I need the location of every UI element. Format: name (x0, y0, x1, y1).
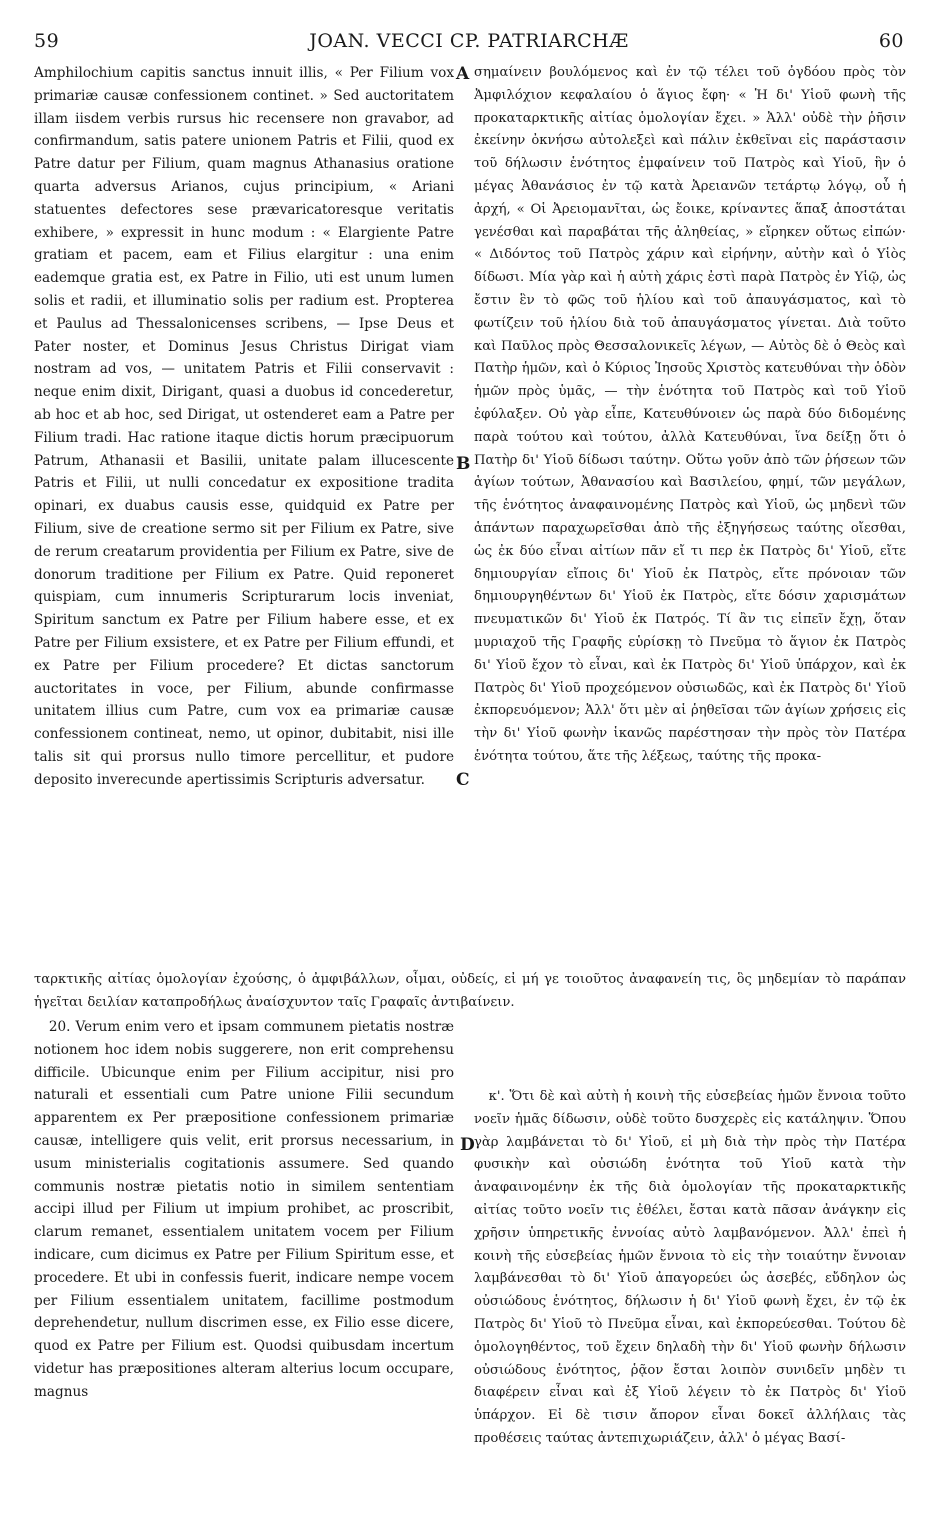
greek-paragraph-top: σημαίνειν βουλόμενος καὶ ἐν τῷ τέλει τοῦ ὀγδόου πρὸς τὸν Ἀμφιλόχιον κεφαλαίου ὁ ἅγιος ἔφη· « Ἡ δι' Υἱοῦ φωνὴ τῆς προκαταρκτικῆς αἰτίας ὁμολογίαν ἔχει. » Ἀλλ' οὐδὲ τὴν ῥῆσιν ἐκείνην ὀκνήσω αὐτολεξεὶ καὶ πάλιν ἐκθεῖναι εἰς παράστασιν τοῦ δήλωσιν ἑνότητος ἐμφαίνειν τοῦ Πατρὸς καὶ Υἱοῦ, ἣν ὁ μέγας Ἀθανάσιος ἐν τῷ κατὰ Ἀρειανῶν τετάρτῳ λόγῳ, οὗ ἡ ἀρχή, « Οἱ Ἀρειομανῖται, ὡς ἔοικε, κρίναντες ἅπαξ ἀποστάται γενέσθαι καὶ παραβάται τῆς ἀληθείας, » εἴρηκεν οὕτως εἰπών· « Διδόντος τοῦ Πατρὸς χάριν καὶ εἰρήνην, αὐτὴν καὶ ὁ Υἱὸς δίδωσι. Μία γὰρ καὶ ἡ αὐτὴ χάρις ἐστὶ παρὰ Πατρὸς ἐν Υἱῷ, ὡς ἔστιν ἓν τὸ φῶς τοῦ ἡλίου καὶ τοῦ ἀπαυγάσματος, καὶ τὸ φωτίζειν τοῦ ἡλίου διὰ τοῦ ἀπαυγάσματος γίνεται. Διὰ τοῦτο καὶ Παῦλος πρὸς Θεσσαλονικεῖς λέγων, — Αὐτὸς δὲ ὁ Θεὸς καὶ Πατὴρ ἡμῶν, καὶ ὁ Κύριος Ἰησοῦς Χριστὸς κατευθύναι τὴν ὁδὸν ἡμῶν πρὸς ὑμᾶς, — τὴν ἑνότητα τοῦ Πατρὸς καὶ τοῦ Υἱοῦ ἐφύλαξεν. Οὐ γὰρ εἶπε, Κατευθύνοιεν ὡς παρὰ δύο διδομένης παρὰ τούτου καὶ τούτου, ἀλλὰ Κατευθύναι, ἵνα δείξῃ ὅτι ὁ Πατὴρ δι' Υἱοῦ δίδωσι ταύτην. Οὕτω γοῦν ἀπὸ τῶν ῥήσεων τῶν ἁγίων τούτων, Ἀθανασίου καὶ Βασιλείου, φημί, τῶν μεγάλων, τῆς ἑνότητος ἀναφαινομένης Πατρὸς καὶ Υἱοῦ, ὡς μηδενὶ τῶν ἁπάντων παραχωρεῖσθαι ἀπὸ τῆς ἐξηγήσεως ταύτης οἴεσθαι, ὡς ἐκ δύο εἶναι αἰτίων πᾶν εἴ τι περ ἐκ Πατρὸς δι' Υἱοῦ, εἴτε δημιουργίαν εἴποις δι' Υἱοῦ ἐκ Πατρὸς, εἴτε πρόνοιαν τῶν δημιουργηθέντων δι' Υἱοῦ ἐκ Πατρὸς, εἴτε δόσιν χαρισμάτων πνευματικῶν δι' Υἱοῦ ἐκ Πατρός. Τί ἂν τις εἰπεῖν ἔχῃ, ὅταν μυριαχοῦ τῆς Γραφῆς εὑρίσκῃ τὸ Πνεῦμα τὸ ἅγιον ἐκ Πατρὸς δι' Υἱοῦ ἔχον τὸ εἶναι, καὶ ἐκ Πατρὸς δι' Υἱοῦ ὑπάρχον, καὶ ἐκ Πατρὸς δι' Υἱοῦ προχεόμενον οὐσιωδῶς, καὶ ἐκ Πατρὸς δι' Υἱοῦ ἐκπορευόμενον; Ἀλλ' ὅτι μὲν αἱ ῥηθεῖσαι τῶν ἁγίων χρήσεις εἰς τὴν δι' Υἱοῦ φωνὴν ἱκανῶς παρέστησαν τὴν πρὸς τὸν Πατέρα ἑνότητα τούτου, ἅτε τῆς λέξεως, ταύτης τῆς προκα- (474, 65, 906, 764)
page-number-right: 60 (878, 30, 904, 52)
margin-marker-d: D (460, 1135, 475, 1155)
page-header (34, 30, 904, 64)
greek-column-top (474, 62, 906, 769)
latin-paragraph-bottom-text: Verum enim vero et ipsam communem pietatis nostræ notionem hoc idem nobis suggerere, non erit comprehensu difficile. Ubicunque enim per Filium accipitur, nisi pro naturali et essentiali cum Patre unione Filii secundum apparentem ex Per præpositione confessionem primariæ causæ, intelligere quis velit, erit prorsus necessarium, in usum ministerialis cogitationis assumere. Sed quando communis nostræ pietatis notio in similem sententiam accipi illud per Filium ut impium prohibet, ac proscribit, clarum remanet, essentialem unitatem vocem per Filium indicare, cum dicimus ex Patre per Filium Spiritum esse, et procedere. Et ubi in confessis fuerit, indicare nempe vocem per Filium essentialem unitatem, facillime postmodum deprehendetur, nullum discrimen esse, ex Filio esse dicere, quod ex Patre per Filium est. Quodsi quibusdam incertum videtur has præpositiones alteram alterius locum occupare, magnus (34, 1019, 455, 1400)
margin-marker-b: B (456, 454, 471, 474)
greek-section-number: κ'. (488, 1089, 505, 1104)
page-number-left: 59 (34, 30, 60, 52)
margin-marker-c: C (456, 770, 470, 790)
margin-marker-a: A (456, 64, 470, 84)
greek-spanning-line (34, 968, 906, 1014)
latin-paragraph-top: Amphilochium capitis sanctus innuit illis, « Per Filium vox primariæ causæ confessionem continet. » Sed auctoritatem illam iisdem verbis rursus hic recensere non gravabor, ad confirmandum, satis patere unionem Patris et Filii, quod ex Patre datur per Filium, quam magnus Athanasius oratione quarta adversus Arianos, cujus principium, « Ariani statuentes defectores sese prævaricatoresque veritatis exhibere, » expressit in hunc modum : « Elargiente Patre gratiam et pacem, eam et Filius elargitur : una enim eademque gratia est, ex Patre in Filio, uti est unum lumen solis et radii, et illuminatio solis per radium est. Propterea et Paulus ad Thessalonicenses scribens, — Ipse Deus et Pater noster, et Dominus Jesus Christus Dirigat viam nostram ad vos, — unitatem Patris et Filii conservavit : neque enim dixit, Dirigant, quasi a duobus id concederetur, ab hoc et ab hoc, sed Dirigat, ut ostenderet eam a Patre per Filium tradi. Hac ratione itaque dictis horum præcipuorum Patrum, Athanasii et Basilii, unitate palam illucescente Patris et Filii, ut nulli concedatur ex expositione tradita opinari, ex duabus causis esse, quidquid ex Patre per Filium, sive de creatione sermo sit per Filium ex Patre, sive de rerum creatarum providentia per Filium ex Patre, sive de donorum traditione per Filium ex Patre. Quid reponeret quispiam, cum innumeris Scripturarum locis inveniat, Spiritum sanctum ex Patre per Filium habere esse, et ex Patre per Filium exsistere, et ex Patre per Filium effundi, et ex Patre per Filium procedere? Et dictas sanctorum auctoritates in voce, per Filium, abunde confirmasse unitatem illius cum Patre, cum vox ea primariæ causæ confessionem contineat, nemo, ut opinor, dubitabit, nisi ille talis sit qui prorsus nullo timore percellitur, et pudore deposito inverecunde apertissimis Scripturis adversatur. (34, 65, 454, 788)
greek-spanning-text: ταρκτικῆς αἰτίας ὁμολογίαν ἐχούσης, ὁ ἀμφιβάλλων, οἶμαι, οὐδείς, εἰ μή γε τοιοῦτος ἀναφανείη τις, ὃς μηδεμίαν τὸ παράπαν ἡγεῖται δειλίαν καταπροδήλως ἀναίσχυντον ταῖς Γραφαῖς ἀντιβαίνειν. (34, 972, 906, 1010)
running-title: JOAN. VECCI CP. PATRIARCHÆ (309, 30, 629, 52)
greek-paragraph-bottom-text: Ὅτι δὲ καὶ αὐτὴ ἡ κοινὴ τῆς εὐσεβείας ἡμῶν ἔννοια τοῦτο νοεῖν ἡμᾶς δίδωσιν, οὐδὲ τοῦτο δυσχερὲς εἰς κατάληψιν. Ὅπου γὰρ λαμβάνεται τὸ δι' Υἱοῦ, εἰ μὴ διὰ τὴν πρὸς τὴν Πατέρα φυσικὴν καὶ οὐσιώδη ἑνότητα τοῦ Υἱοῦ κατὰ τὴν ἀναφαινομένην ἐκ τῆς διὰ ὁμολογίαν τῆς προκαταρκτικῆς αἰτίας τοῦτο νοεῖν τις ἐθέλει, ἔσται κατὰ πᾶσαν ἀνάγκην εἰς χρῆσιν ὑπηρετικῆς ἐννοίας αὐτὸ λαμβανόμενον. Ἀλλ' ἐπεὶ ἡ κοινὴ τῆς εὐσεβείας ἡμῶν ἔννοια τὸ εἰς τὴν τοιαύτην ἔννοιαν λαμβάνεσθαι τὸ δι' Υἱοῦ ἀπαγορεύει ὡς ἀσεβές, εὔδηλον ὡς οὐσιώδους ἑνότητος, δήλωσιν ἡ δι' Υἱοῦ φωνὴ ἔχει, ἐν τῷ ἐκ Πατρὸς δι' Υἱοῦ τὸ Πνεῦμα εἶναι, καὶ ἐκπορεύεσθαι. Τούτου δὲ ὁμολογηθέντος, τοῦ ἔχειν δηλαδὴ τὴν δι' Υἱοῦ φωνὴν δήλωσιν οὐσιώδους ἑνότητος, ῥᾷον ἔσται λοιπὸν συνιδεῖν μηδὲν τι διαφέρειν εἶναι καὶ ἐξ Υἱοῦ λέγειν τὸ ἐκ Πατρὸς δι' Υἱοῦ ὑπάρχον. Εἰ δὲ τισιν ἄπορον εἶναι δοκεῖ ἀλλήλαις τὰς προθέσεις ταύτας ἀντεπιχωριάζειν, ἀλλ' ὁ μέγας Βασί- (474, 1089, 906, 1446)
latin-paragraph-bottom (34, 1016, 454, 1404)
latin-section-number: 20. (48, 1019, 71, 1035)
greek-column-bottom (474, 1086, 906, 1451)
latin-column-bottom (34, 1016, 454, 1404)
greek-paragraph-bottom (474, 1086, 906, 1451)
latin-column-top (34, 62, 454, 792)
